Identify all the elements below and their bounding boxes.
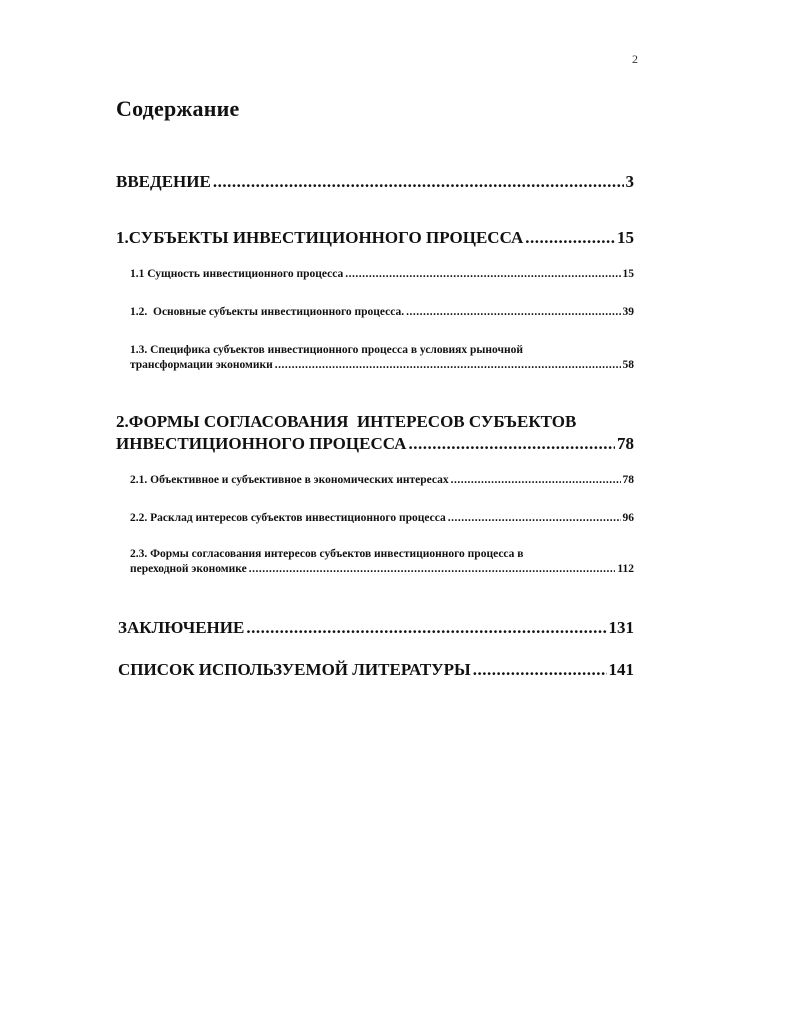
toc-entry-chapter-1 bbox=[116, 228, 634, 248]
toc-entry-page: 3 bbox=[625, 172, 634, 191]
toc-leader-dots bbox=[406, 306, 620, 318]
toc-entry-page: 15 bbox=[622, 268, 634, 280]
toc-entry-section-2-2 bbox=[130, 512, 634, 524]
toc-entry-section-2-3 bbox=[130, 548, 634, 575]
toc-entry-text: 1.1 Сущность инвестиционного процесса bbox=[130, 268, 344, 280]
toc-leader-dots bbox=[275, 359, 621, 371]
toc-entry-text: 1.СУБЪЕКТЫ ИНВЕСТИЦИОННОГО ПРОЦЕССА bbox=[116, 228, 524, 247]
toc-leader-dots bbox=[473, 660, 607, 680]
toc-leader-dots bbox=[448, 512, 621, 524]
toc-entry-text-line1: 2.3. Формы согласования интересов субъектов инвестиционного процесса в bbox=[130, 548, 524, 560]
toc-entry-page: 112 bbox=[617, 563, 634, 575]
toc-entry-page: 78 bbox=[622, 474, 634, 486]
toc-entry-page: 78 bbox=[617, 434, 634, 453]
toc-entry-text: ВВЕДЕНИЕ bbox=[116, 172, 211, 191]
toc-leader-dots bbox=[451, 474, 621, 486]
toc-entry-chapter-2 bbox=[116, 412, 634, 454]
toc-entry-bibliography bbox=[118, 660, 634, 680]
toc-leader-dots bbox=[213, 172, 624, 192]
toc-entry-text-line2: переходной экономике bbox=[130, 563, 247, 575]
toc-leader-dots bbox=[408, 434, 615, 454]
toc-entry-page: 141 bbox=[608, 660, 634, 679]
toc-entry-text-line1: 2.ФОРМЫ СОГЛАСОВАНИЯ ИНТЕРЕСОВ СУБЪЕКТОВ bbox=[116, 412, 577, 431]
toc-entry-section-1-1 bbox=[130, 268, 634, 280]
toc-leader-dots bbox=[246, 618, 606, 638]
toc-entry-text: СПИСОК ИСПОЛЬЗУЕМОЙ ЛИТЕРАТУРЫ bbox=[118, 660, 471, 679]
toc-leader-dots bbox=[345, 268, 620, 280]
toc-entry-page: 58 bbox=[622, 359, 634, 371]
toc-entry-section-2-1 bbox=[130, 474, 634, 486]
toc-entry-text-line1: 1.3. Специфика субъектов инвестиционного процесса в условиях рыночной bbox=[130, 344, 523, 356]
toc-entry-page: 15 bbox=[617, 228, 634, 247]
toc-entry-page: 96 bbox=[622, 512, 634, 524]
toc-entry-section-1-2 bbox=[130, 306, 634, 318]
toc-entry-page: 39 bbox=[622, 306, 634, 318]
toc-entry-text: 2.2. Расклад интересов субъектов инвестиционного процесса bbox=[130, 512, 446, 524]
toc-entry-conclusion bbox=[118, 618, 634, 638]
toc-entry-text-line2: ИНВЕСТИЦИОННОГО ПРОЦЕССА bbox=[116, 434, 407, 453]
toc-entry-section-1-3 bbox=[130, 344, 634, 371]
toc-title: Содержание bbox=[116, 96, 240, 121]
toc-entry-text: 2.1. Объективное и субъективное в экономических интересах bbox=[130, 474, 449, 486]
toc-leader-dots bbox=[249, 563, 616, 575]
toc-entry-text: ЗАКЛЮЧЕНИЕ bbox=[118, 618, 245, 637]
toc-entry-text: 1.2. Основные субъекты инвестиционного процесса. bbox=[130, 306, 405, 318]
page-number: 2 bbox=[632, 52, 638, 66]
toc-leader-dots bbox=[525, 228, 615, 248]
toc-entry-page: 131 bbox=[608, 618, 634, 637]
toc-entry-text-line2: трансформации экономики bbox=[130, 359, 273, 371]
toc-entry-introduction bbox=[116, 172, 634, 192]
